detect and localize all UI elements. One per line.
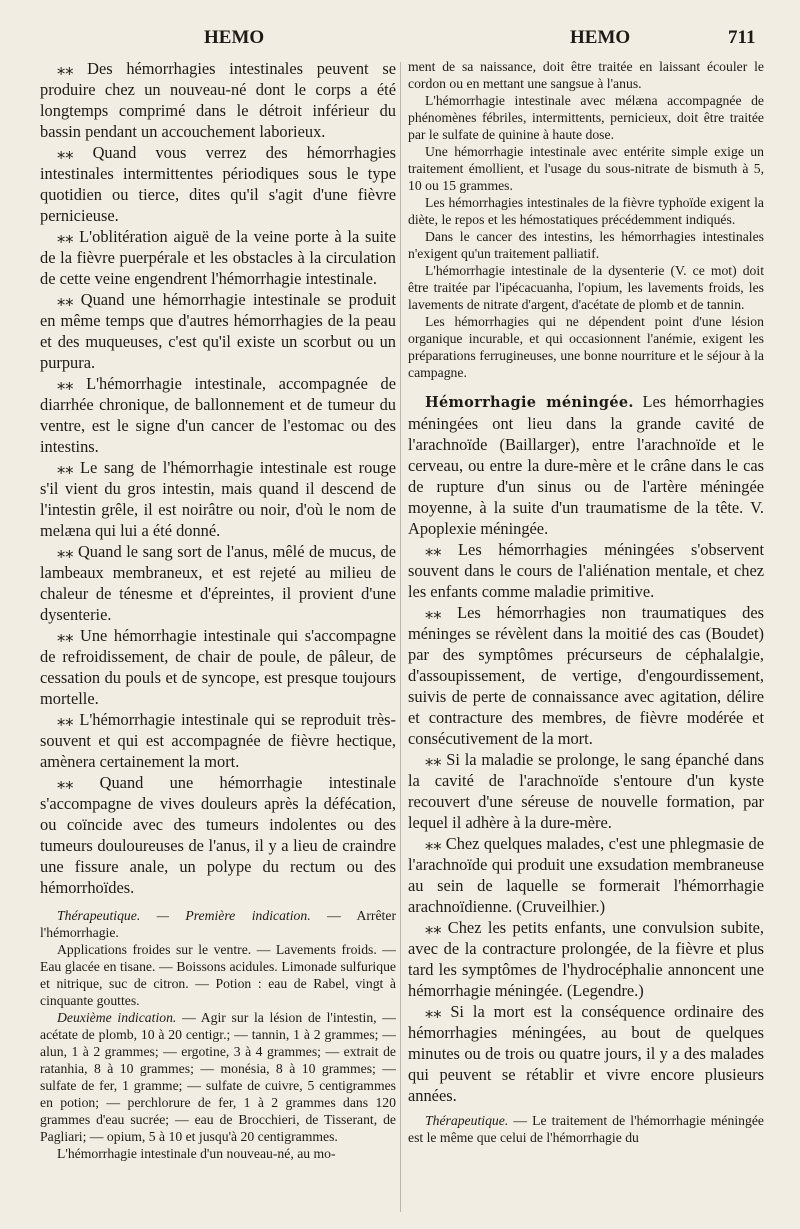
paragraph: ⁎⁎ Si la maladie se prolonge, le sang épanché dans la cavité de l'arachnoïde s'entoure d'un kyste recouvert d'une séreuse de nouvelle formation, par lequel il adhère à la dure-mère.: [408, 750, 764, 832]
left-column: [40, 58, 396, 1162]
paragraph-text: Les hémorrhagies méningées ont lieu dans la grande cavité de l'arachnoïde (Baillarger), entre l'arachnoïde et le cerveau, ou entre la dure-mère et le crâne dans le cas de rupture d'un sinus ou de l'artère méningée moyenne, à la suite d'un traumatisme de la tête. V. Apoplexie méningée.: [408, 392, 764, 538]
paragraph: Une hémorrhagie intestinale avec entérite simple exige un traitement émollient, et l'usage du sous-nitrate de bismuth à 5, 10 ou 15 grammes.: [408, 144, 764, 193]
paragraph: ⁎⁎ Quand vous verrez des hémorrhagies intestinales intermittentes périodiques sous le type quotidien ou tierce, dites qu'il s'agit d'une fièvre pernicieuse.: [40, 143, 396, 225]
paragraph: Applications froides sur le ventre. — Lavements froids. — Eau glacée en tisane. — Boissons acidules. Limonade sulfurique et nitrique, suc de citron. — Potion : eau de Rabel, vingt à cinquante gouttes.: [40, 942, 396, 1008]
running-head-right: HEMO: [570, 27, 631, 48]
section-meningee-intro: [408, 391, 764, 539]
paragraph: L'hémorrhagie intestinale d'un nouveau-né, au mo-: [57, 1146, 336, 1161]
paragraph: ⁎⁎ Une hémorrhagie intestinale qui s'accompagne de refroidissement, de chair de poule, de pâleur, de cessation du pouls et de syncope, est presque toujours mortelle.: [40, 626, 396, 708]
section-label: Deuxième indication.: [57, 1010, 177, 1025]
paragraph: ⁎⁎ Des hémorrhagies intestinales peuvent se produire chez un nouveau-né dont le corps a été longtemps comprimé dans le détroit inférieur du bassin pendant un accouchement laborieux.: [40, 59, 396, 141]
running-header: [0, 27, 800, 55]
paragraph: ⁎⁎ Les hémorrhagies méningées s'observent souvent dans le cours de l'aliénation mentale, et chez les enfants comme maladie primitive.: [408, 540, 764, 601]
section-heading: Hémorrhagie méningée.: [425, 394, 634, 411]
paragraph-text: — Arrêter l'hémorrhagie.: [40, 908, 396, 940]
paragraph: ⁎⁎ Chez les petits enfants, une convulsion subite, avec de la contracture prolongée, de la fièvre et plus tard les symptômes de l'hydrocéphalie annoncent une hémorrhagie méningée. (Legendre.): [408, 918, 764, 1000]
paragraph: ⁎⁎ Le sang de l'hémorrhagie intestinale est rouge s'il vient du gros intestin, mais quand il descend de l'intestin grêle, il est noirâtre ou noir, d'où le nom de melæna qui lui a été donné.: [40, 458, 396, 540]
paragraph: ⁎⁎ Quand le sang sort de l'anus, mêlé de mucus, de lambeaux membraneux, et est rejeté au milieu de chaleur de ténesme et d'épreintes, il provient d'une dysenterie.: [40, 542, 396, 624]
paragraph: ⁎⁎ L'hémorrhagie intestinale qui se reproduit très-souvent et qui est accompagnée de fièvre hectique, amènera certainement la mort.: [40, 710, 396, 771]
paragraph: ⁎⁎ Quand une hémorrhagie intestinale se produit en même temps que d'autres hémorrhagies de la peau et des muqueuses, c'est qu'il existe un scorbut ou un purpura.: [40, 290, 396, 372]
paragraph: ment de sa naissance, doit être traitée en laissant écouler le cordon ou en mettant une sangsue à l'anus.: [408, 59, 764, 91]
running-head-left: HEMO: [204, 27, 265, 48]
paragraph: ⁎⁎ Les hémorrhagies non traumatiques des méninges se révèlent dans la moitié des cas (Boudet) par des symptômes précurseurs de céphalalgie, d'assoupissement, de vertige, d'engourdissement, suivis de perte de connaissance avec agitation, délire et contracture des membres, de fièvre modérée et consécutivement de la mort.: [408, 603, 764, 748]
paragraph-text: — Le traitement de l'hémorrhagie méningée est le même que celui de l'hémorrhagie du: [408, 1113, 764, 1145]
paragraph: ⁎⁎ L'hémorrhagie intestinale, accompagnée de diarrhée chronique, de ballonnement et de tumeur du ventre, est le signe d'un cancer de l'estomac ou des intestins.: [40, 374, 396, 456]
section-label: Thérapeutique.: [425, 1113, 509, 1128]
paragraph: Dans le cancer des intestins, les hémorrhagies intestinales n'exigent qu'un traitement palliatif.: [408, 229, 764, 261]
page-number: 711: [728, 27, 756, 48]
therapeutique-meningee: [408, 1112, 764, 1146]
paragraph: Les hémorrhagies intestinales de la fièvre typhoïde exigent la diète, le repos et les hémostatiques précédemment indiqués.: [408, 195, 764, 227]
paragraph: L'hémorrhagie intestinale avec mélæna accompagnée de phénomènes fébriles, intermittents, pernicieux, doit être traitée par le sulfate de quinine à haute dose.: [408, 93, 764, 142]
paragraph: Les hémorrhagies qui ne dépendent point d'une lésion organique incurable, et qui occasionnent l'anémie, exigent les préparations ferrugineuses, une bonne nourriture et le séjour à la campagne.: [408, 314, 764, 380]
therapeutique-first: [40, 907, 396, 941]
column-rule: [400, 62, 401, 1212]
paragraph-text: — Agir sur la lésion de l'intestin, — acétate de plomb, 10 à 20 centigr.; — tannin, 1 à 2 grammes; — alun, 1 à 2 grammes; — ergotine, 3 à 4 grammes; — extrait de ratanhia, 8 à 10 grammes; — monésia, 8 à 10 grammes; — sulfate de fer, 1 gramme; — sulfate de cuivre, 5 centigrammes en potion; — perchlorure de fer, 1 à 2 grammes dans 120 grammes d'eau sucrée; — eau de Brocchieri, de Tisserant, de Pagliari; — opium, 5 à 10 et jusqu'à 20 centigrammes.: [40, 1010, 396, 1144]
section-label: Thérapeutique. — Première indication.: [57, 908, 311, 923]
paragraph: ⁎⁎ Quand une hémorrhagie intestinale s'accompagne de vives douleurs après la défécation, ou coïncide avec des tumeurs indolentes ou des tumeurs douloureuses de l'anus, il y a lieu de craindre une fissure anale, un polype du rectum ou des hémorrhoïdes.: [40, 773, 396, 897]
paragraph: ⁎⁎ Chez quelques malades, c'est une phlegmasie de l'arachnoïde qui produit une exsudation membraneuse au sein de laquelle se formerait l'hémorrhagie arachnoïdienne. (Cruveilhier.): [408, 834, 764, 916]
paragraph: ⁎⁎ L'oblitération aiguë de la veine porte à la suite de la fièvre puerpérale et les obstacles à la circulation de cette veine engendrent l'hémorrhagie intestinale.: [40, 227, 396, 288]
paragraph: ⁎⁎ Si la mort est la conséquence ordinaire des hémorrhagies méningées, au bout de quelques minutes ou de trois ou quatre jours, il y a des malades qui peuvent se rétablir et vivre encore plusieurs années.: [408, 1002, 764, 1105]
paragraph: L'hémorrhagie intestinale de la dysenterie (V. ce mot) doit être traitée par l'ipécacuanha, l'opium, les lavements froids, les lavements de nitrate d'argent, d'acétate de plomb et de tannin.: [408, 263, 764, 312]
right-column: [408, 58, 764, 1146]
therapeutique-second: [40, 1009, 396, 1145]
